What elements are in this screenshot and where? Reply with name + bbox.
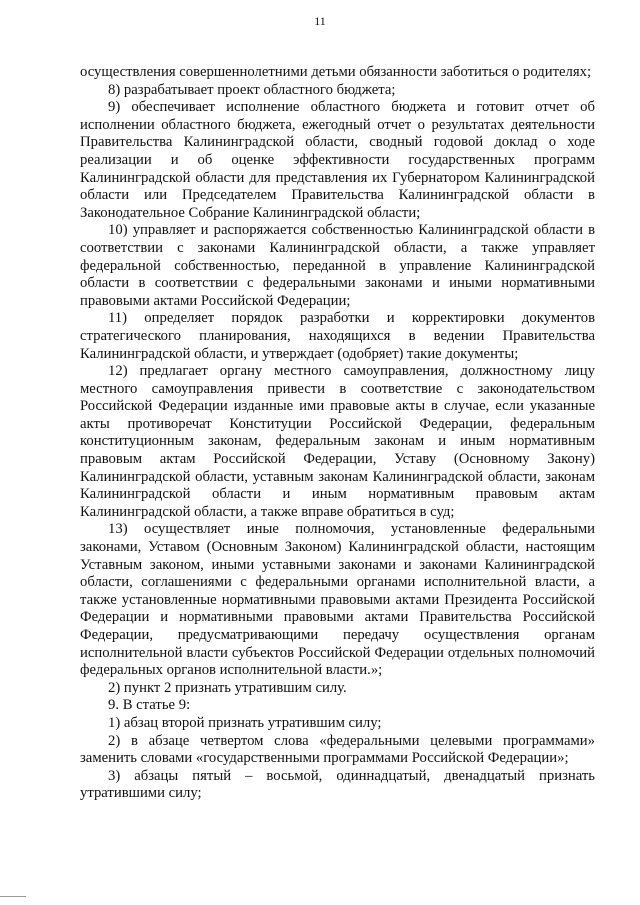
paragraph-item-11: 11) определяет порядок разработки и корректировки документов стратегического планирования, находящихся в ведении Правительства Калининградской области, и утверждает (одобряет) такие документы; bbox=[80, 310, 595, 362]
paragraph-continuation: осуществления совершеннолетними детьми обязанности заботиться о родителях; bbox=[80, 64, 592, 80]
paragraph-article-9-point-1: 1) абзац второй признать утратившим силу; bbox=[108, 714, 382, 731]
paragraph-item-12: 12) предлагает органу местного самоуправления, должностному лицу местного самоуправления привести в соответствие с законодательством Российской Федерации изданные ими правовые акты в случае, если указанные акты противоречат Конституции Российской Федерации, федеральным конституционным законам, федеральным законам и иным нормативным правовым актам Российской Федерации, Уставу (Основному Закону) Калининградской области, уставным законам Калининградской области, законам Калининградской области и иным нормативным правовым актам Калининградской области, а также вправе обратиться в суд; bbox=[80, 363, 595, 520]
paragraph-point-2: 2) пункт 2 признать утратившим силу. bbox=[108, 679, 347, 696]
page-number: 11 bbox=[314, 14, 326, 28]
paragraph-item-9: 9) обеспечивает исполнение областного бюджета и готовит отчет об исполнении областного бюджета, ежегодный отчет о результатах деятельности Правительства Калининградской области, сводный годовой доклад о ходе реализации и об оценке эффективности государственных программ Калининградской области для представления их Губернатором Калининградской области или Председателем Правительства Калининградской области в Законодательное Собрание Калининградской области; bbox=[80, 99, 595, 221]
paragraph-article-9-point-3: 3) абзацы пятый – восьмой, одиннадцатый, двенадцатый признать утратившими силу; bbox=[80, 767, 595, 802]
paragraph-article-9-point-2: 2) в абзаце четвертом слова «федеральными целевыми программами» заменить словами «государственными программами Российской Федерации»; bbox=[80, 732, 595, 767]
bottom-edge-mark bbox=[0, 896, 26, 897]
paragraph-item-8: 8) разрабатывает проект областного бюджета; bbox=[108, 81, 396, 98]
paragraph-article-9-heading: 9. В статье 9: bbox=[108, 697, 191, 714]
paragraph-item-13: 13) осуществляет иные полномочия, установленные федеральными законами, Уставом (Основным Законом) Калининградской области, настоящим Уставным законом, иными уставными законами и законами Калининградской области, соглашениями с федеральными органами исполнительной власти, а также установленные нормативными правовыми актами Президента Российской Федерации и нормативными правовыми актами Правительства Российской Федерации, предусматривающими передачу осуществления органам исполнительной власти субъектов Российской Федерации отдельных полномочий федеральных органов исполнительной власти.»; bbox=[80, 521, 595, 679]
document-body bbox=[80, 64, 595, 803]
paragraph-item-10: 10) управляет и распоряжается собственностью Калининградской области в соответствии с законами Калининградской области, а также управляет федеральной собственностью, переданной в управление Калининградской области в соответствии с федеральными законами и иными нормативными правовыми актами Российской Федерации; bbox=[80, 222, 595, 309]
